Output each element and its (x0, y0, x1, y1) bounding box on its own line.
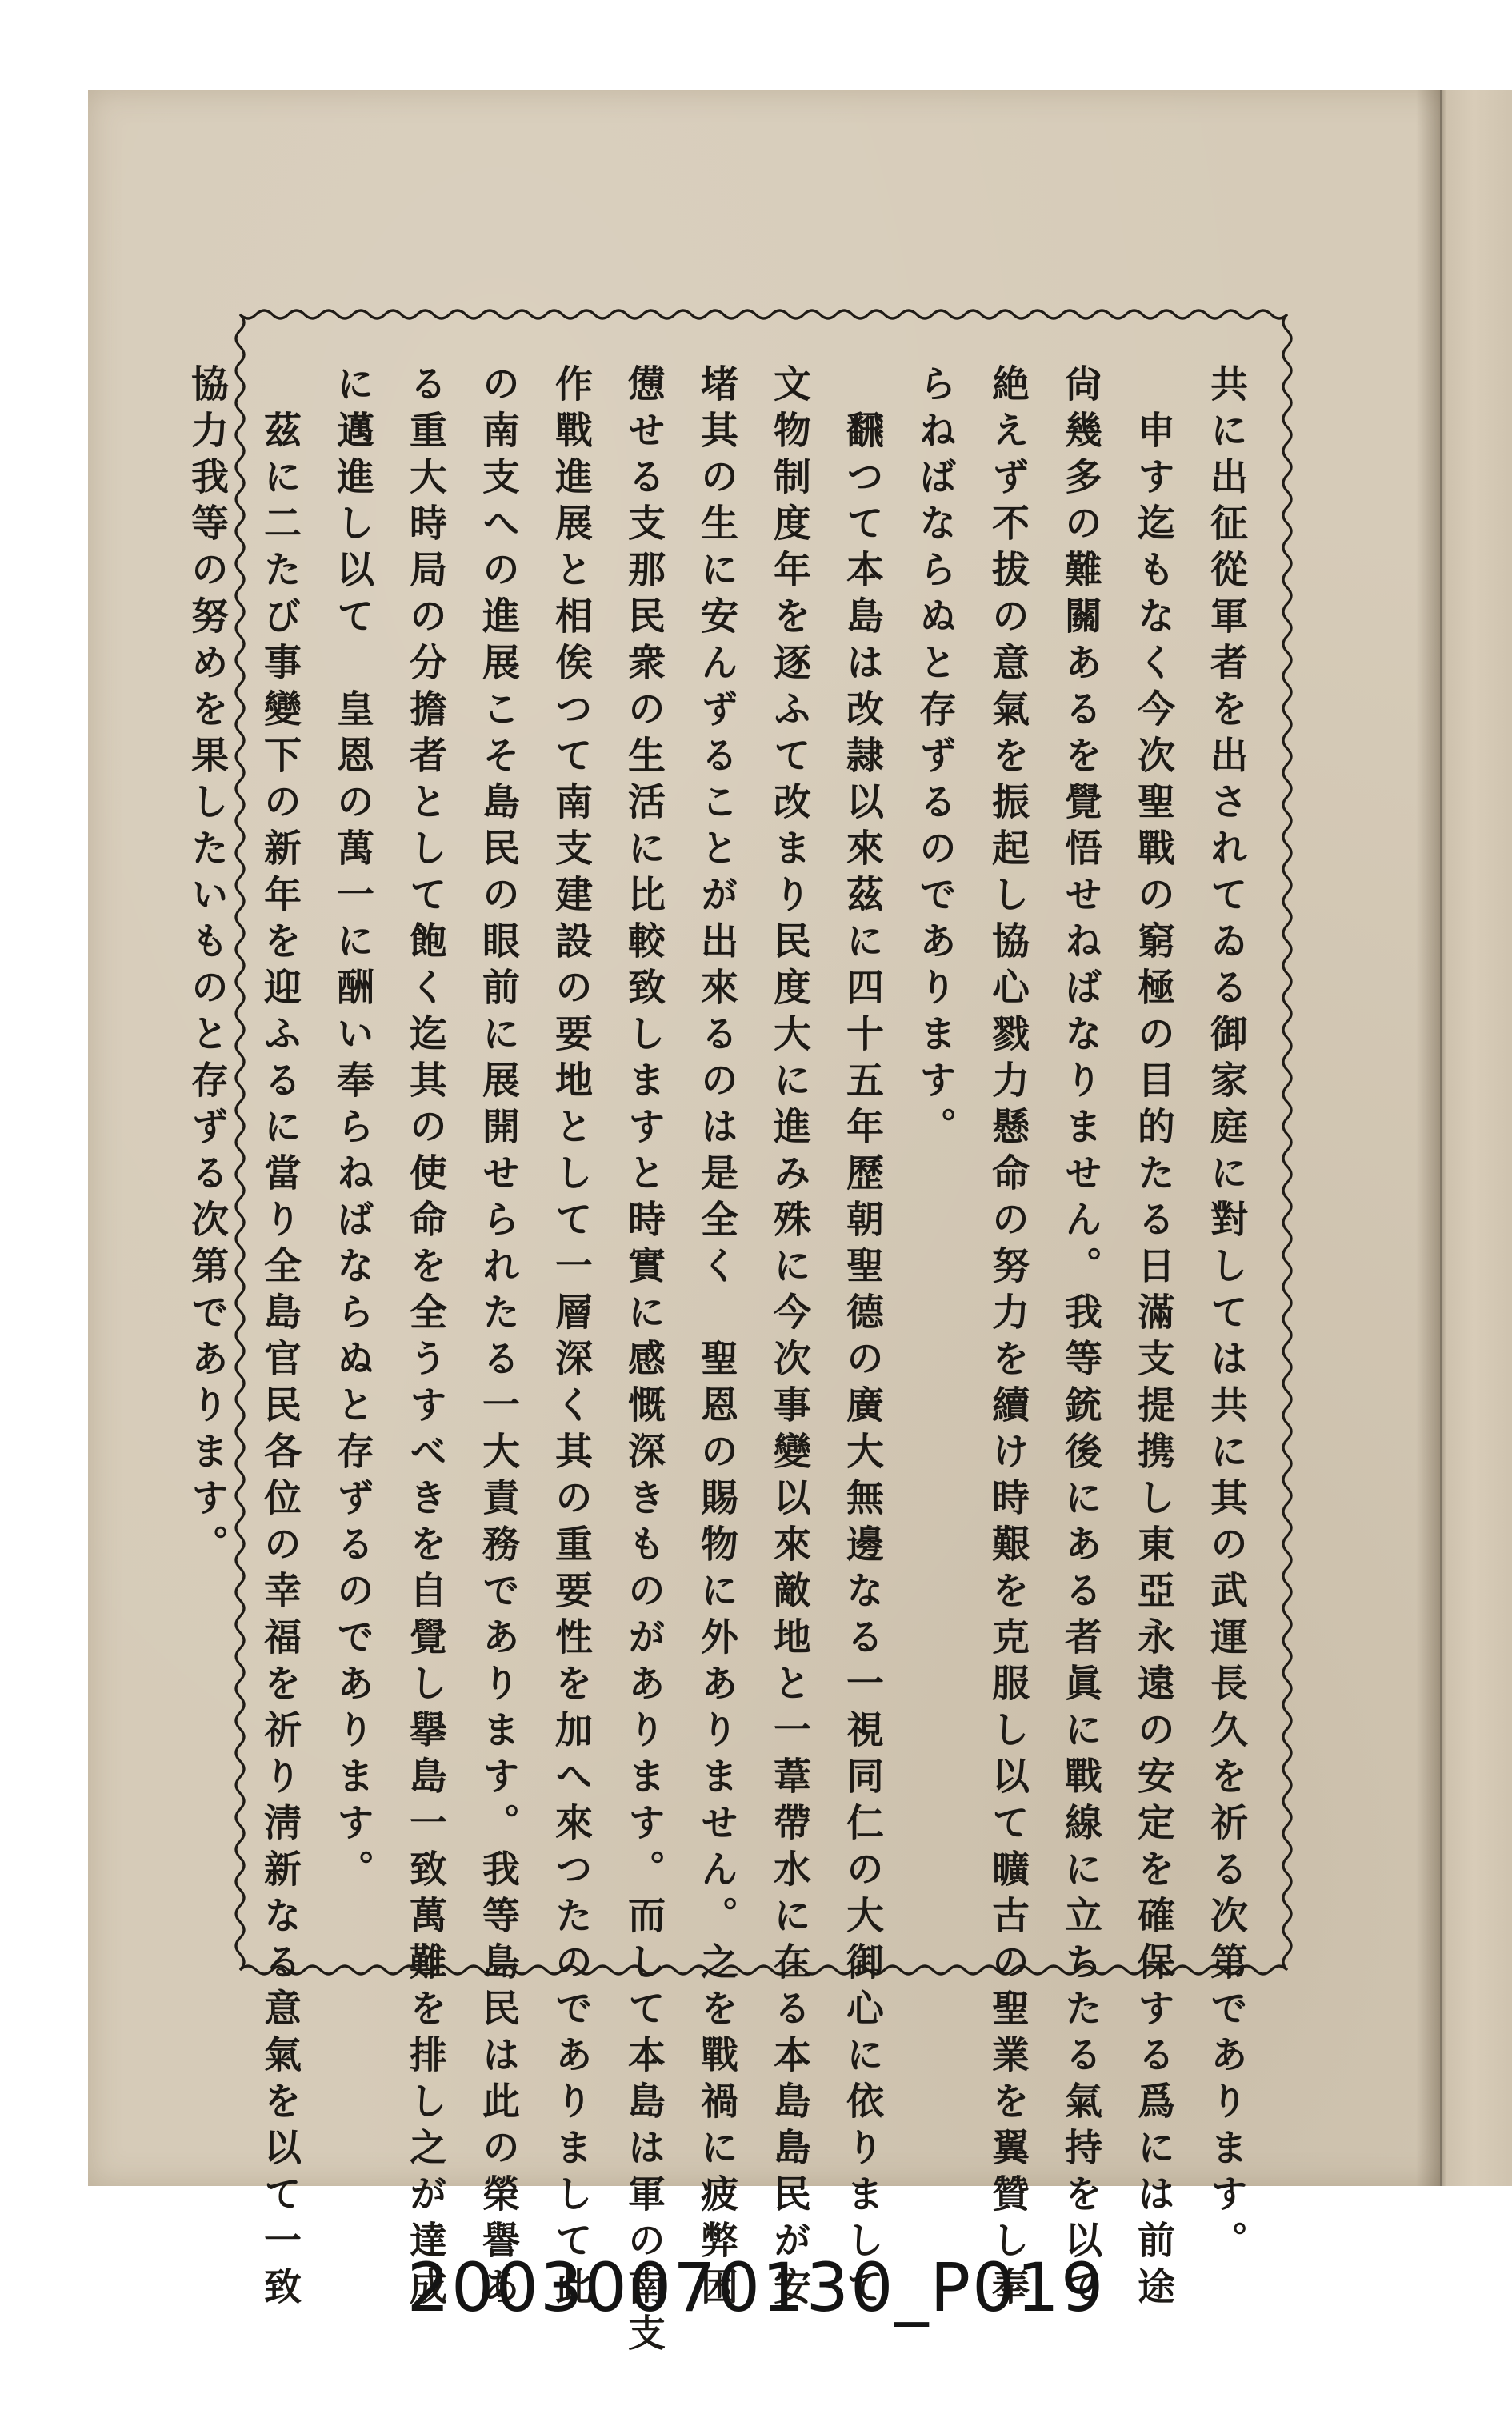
wavy-border-edge (1283, 314, 1291, 1970)
text-column: る重大時局の分擔者として飽く迄其の使命を全うすべきを自覺し擧島一致萬難を排し之が達成 (403, 364, 447, 2313)
image-id-caption: 20030070130_P019 (406, 2248, 1106, 2327)
text-column: 堵其の生に安んずることが出來るのは是全く 聖恩の賜物に外ありません。之を戰禍に疲弊困 (694, 364, 738, 2313)
text-column: 茲に二たび事變下の新年を迎ふるに當り全島官民各位の幸福を祈り淸新なる意氣を以て一致 (258, 364, 302, 2313)
text-column: 協力我等の努めを果したいものと存ずる次第であります。 (185, 364, 229, 1571)
text-column: 申す迄もなく今次聖戰の窮極の目的たる日滿支提携し東亞永遠の安定を確保する爲には前途 (1131, 364, 1175, 2313)
wavy-border-edge (240, 310, 1287, 318)
text-column: 憊せる支那民衆の生活に比較致しますと時實に感慨深きものがあります。而して本島は軍の南支 (622, 364, 666, 2360)
page-fold-shadow (1416, 90, 1442, 2186)
text-column: の南支への進展こそ島民の眼前に展開せられたる一大責務であります。我等島民は此の榮譽あ (476, 364, 520, 2313)
text-column: に邁進し以て 皇恩の萬一に酬い奉らねばならぬと存ずるのであります。 (330, 364, 374, 1896)
text-column: らねばならぬと存ずるのであります。 (913, 364, 957, 1153)
next-page-edge (1440, 90, 1512, 2186)
text-column: 飜つて本島は改隷以來茲に四十五年歷朝聖德の廣大無邊なる一視同仁の大御心に依りまして (840, 364, 884, 2313)
text-column: 絶えず不拔の意氣を振起し協心戮力懸命の努力を續け時艱を克服し以て曠古の聖業を翼贊し奉 (986, 364, 1030, 2313)
text-column: 共に出征從軍者を出されてゐる御家庭に對しては共に其の武運長久を祈る次第であります。 (1204, 364, 1248, 2267)
wavy-border-edge (240, 1966, 1287, 1974)
text-column: 文物制度年を逐ふて改まり民度大に進み殊に今次事變以來敵地と一葦帶水に在る本島島民が安 (767, 364, 811, 2313)
text-column: 尙幾多の難關あるを覺悟せねばなりません。我等銃後にある者眞に戰線に立ちたる氣持を以て (1058, 364, 1102, 2313)
text-column: 作戰進展と相俟つて南支建設の要地として一層深く其の重要性を加へ來つたのでありまして此 (549, 364, 593, 2313)
